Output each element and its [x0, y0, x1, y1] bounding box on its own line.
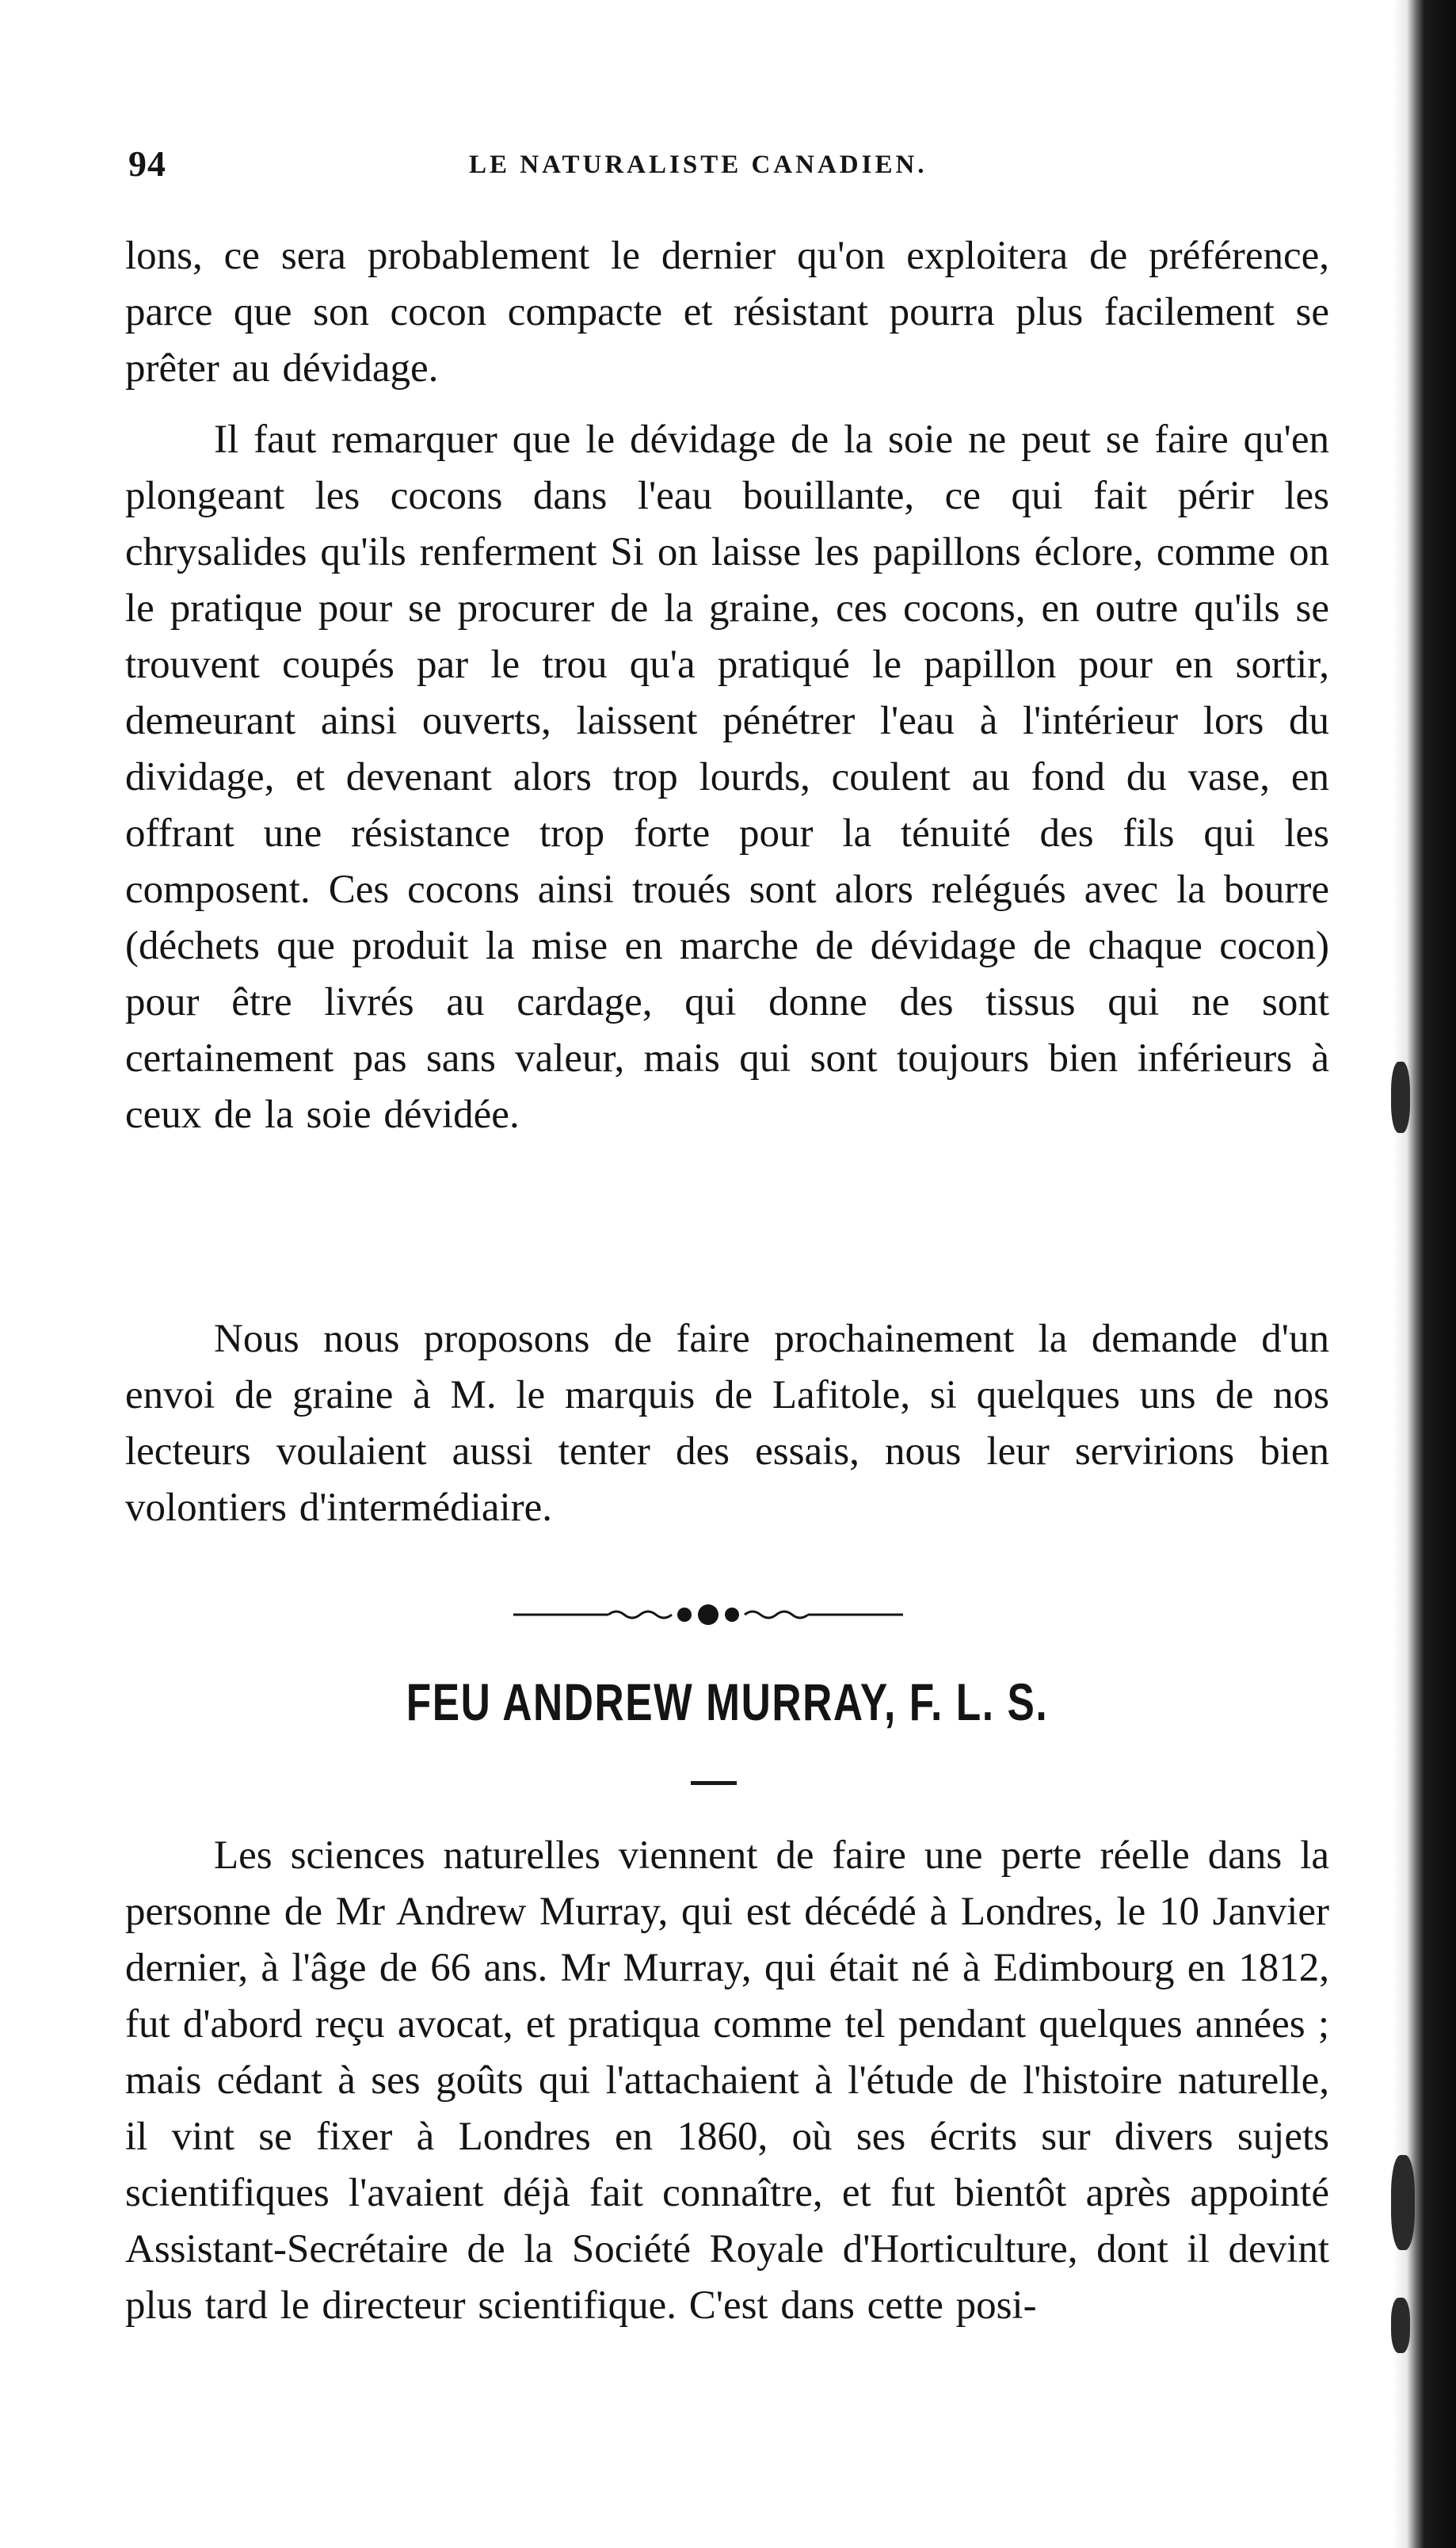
page-number: 94: [128, 143, 166, 184]
binding-speck: [1391, 1062, 1410, 1133]
running-head: LE NATURALISTE CANADIEN.: [469, 151, 928, 179]
paragraph-text: lons, ce sera probablement le dernier qu'on exploitera de préférence, parce que son cocon compacte et résistant pourra plus facilement se prêter au dévidage.: [125, 234, 1329, 391]
binding-speck: [1391, 2298, 1410, 2353]
paragraph-text: Les sciences naturelles viennent de faire une perte réelle dans la personne de Mr Andrew Murray, qui est décédé à Londres, le 10 Janvier dernier, à l'âge de 66 ans. Mr Murray, qui était né à Edimbourg en 1812, fut d'abord reçu avocat, et pratiqua comme tel pendant quelques années ; mais cédant à ses goûts qui l'attachaient à l'étude de l'histoire naturelle, il vint se fixer à Londres en 1860, où ses écrits sur divers sujets scientifiques l'avaient déjà fait connaître, et fut bientôt après appointé Assistant-Secrétaire de la Société Royale d'Horticulture, dont il devint plus tard le directeur scientifique. C'est dans cette posi-: [125, 1833, 1329, 2328]
paragraph-proposal: [125, 1311, 1329, 1536]
heading-rule: [691, 1781, 737, 1785]
paragraph-continuation: [125, 228, 1329, 397]
paragraph-text: Il faut remarquer que le dévidage de la soie ne peut se faire qu'en plongeant les cocons dans l'eau bouillante, ce qui fait périr les chrysalides qu'ils renferment Si on laisse les papillons éclore, comme on le pratique pour se procurer de la graine, ces cocons, en outre qu'ils se trouvent coupés par le trou qu'a pratiqué le papillon pour en sortir, demeurant ainsi ouverts, laissent pénétrer l'eau à l'intérieur lors du dividage, et devenant alors trop lourds, coulent au fond du vase, en offrant une résistance trop forte pour la ténuité des fils qui les composent. Ces cocons ainsi troués sont alors relégués avec la bourre (déchets que produit la mise en marche de dévidage de chaque cocon) pour être livrés au cardage, qui donne des tissus qui ne sont certainement pas sans valeur, mais qui sont toujours bien inférieurs à ceux de la soie dévidée.: [125, 418, 1329, 1137]
ornamental-divider-icon: [513, 1599, 903, 1631]
page-header: [128, 143, 1332, 190]
paragraph-murray: [125, 1828, 1329, 2334]
paragraph-devidage: [125, 412, 1329, 1143]
binding-speck: [1391, 2155, 1415, 2250]
section-heading: FEU ANDREW MURRAY, F. L. S.: [406, 1673, 1049, 1731]
paragraph-text: Nous nous proposons de faire prochainement la demande d'un envoi de graine à M. le marquis de Lafitole, si quelques uns de nos lecteurs voulaient aussi tenter des essais, nous leur servirions bien volontiers d'intermédiaire.: [125, 1317, 1329, 1530]
